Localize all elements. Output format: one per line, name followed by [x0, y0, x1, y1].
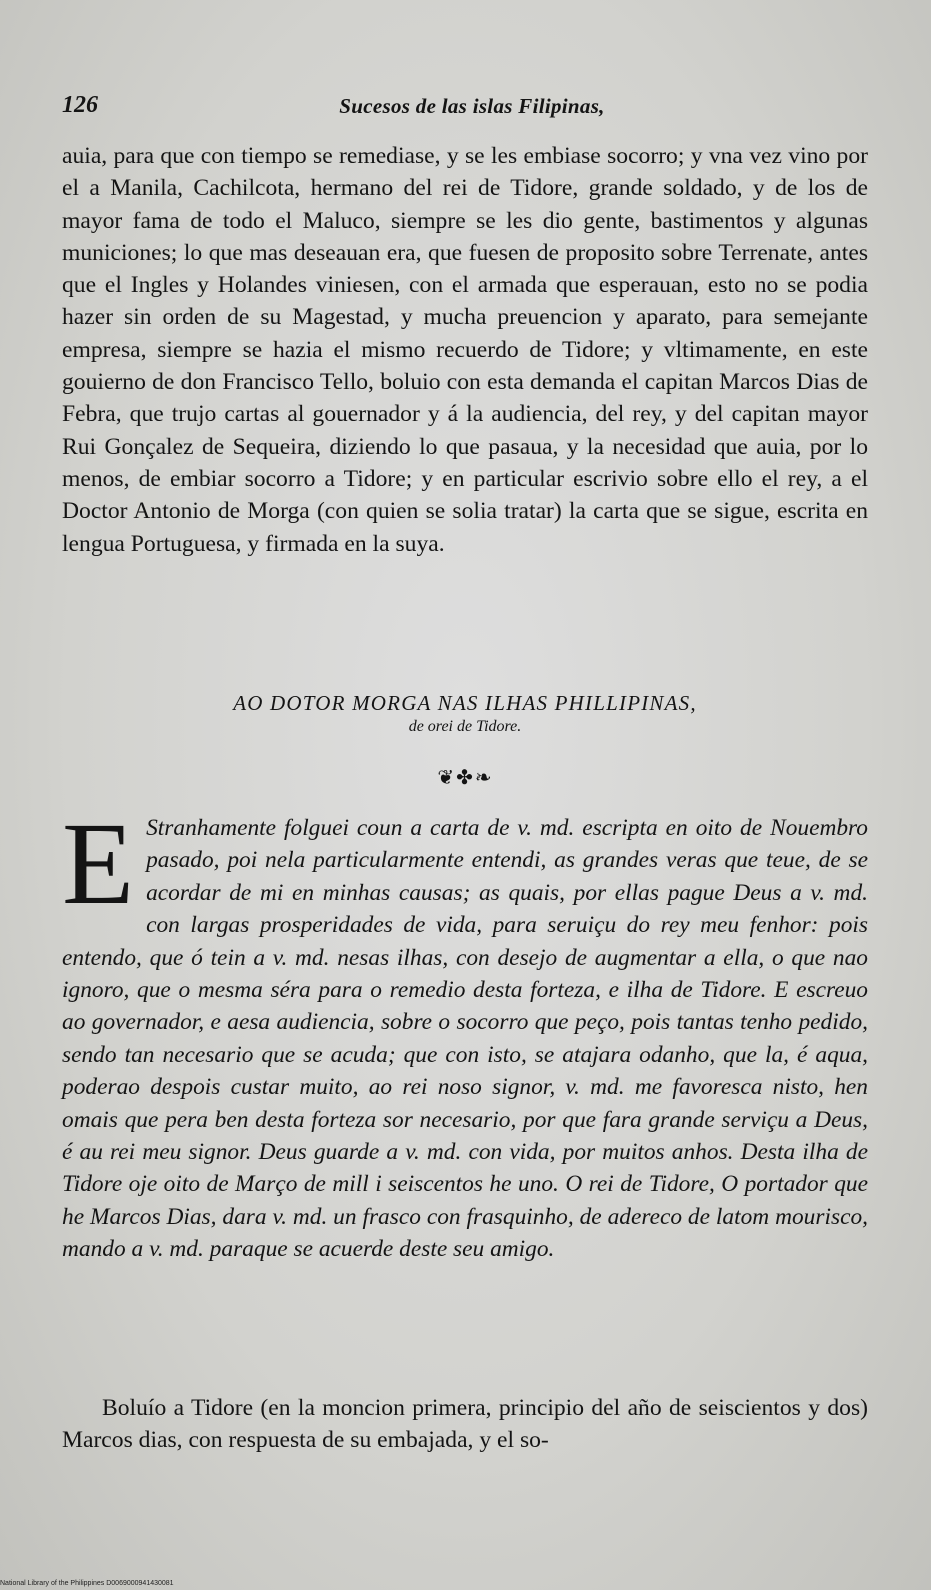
ornament-fleuron: ❦✤❧: [437, 767, 494, 789]
letter-title: AO DOTOR MORGA NAS ILHAS PHILLIPINAS,: [233, 691, 697, 715]
letter-text: Stranhamente folguei coun a carta de v. md. escripta en oito de Nouembro pasado, poi nela particularmente entendi, as grandes veras que teue, de se acordar de mi en minhas causas; as quais, por ellas pague Deus a v. md. con largas prosperidades de vida, para seruiçu do rey meu fenhor: pois entendo, que ó tein a v. md. nesas ilhas, con desejo de augmentar a ella, o que nao ignoro, que o mesma séra para o remedio desta forteza, e ilha de Tidore. E escreuo ao governador, e aesa audiencia, sobre o socorro que peço, pois tantas tenho pedido, sendo tan necesario que se acuda; que con isto, se atajara odanho, que la, é aqua, poderao despois custar muito, ao rei noso signor, v. md. me favoresca nisto, hen omais que pera ben desta forteza sor necesario, por que fara grande serviçu a Deus, é au rei meu signor. Deus guarde a v. md. con vida, por muitos anhos. Desta ilha de Tidore oje oito de Março de mill i seiscentos he uno. O rei de Tidore, O portador que he Marcos Dias, dara v. md. un frasco con frasquinho, de adereco de latom mourisco, mando a v. md. paraque se acuerde deste seu amigo.: [62, 815, 868, 1263]
letter-subtitle: de orei de Tidore.: [408, 718, 522, 735]
running-title: Sucesos de las islas Filipinas,: [339, 94, 605, 118]
letter-body: [62, 798, 868, 1266]
page-number: 126: [62, 92, 98, 118]
drop-cap: E: [62, 798, 135, 929]
library-footer: National Library of the Philippines D0069000941430081: [0, 1580, 174, 1587]
letter-heading: [62, 690, 868, 738]
running-head: [62, 92, 882, 128]
paragraph-1: auia, para que con tiempo se remediase, y se les embiase socorro; y vna vez vino por el a Manila, Cachilcota, hermano del rei de Tidore, grande soldado, y de los de mayor fama de todo el Maluco, siempre se les dio gente, bastimentos y algunas municiones; lo que mas deseauan era, que fuesen de proposito sobre Terrenate, antes que el Ingles y Holandes viniesen, con el armada que esperauan, esto no se podia hazer sin orden de su Magestad, y mucha preuencion y aparato, para semejante empresa, siempre se hazia el mismo recuerdo de Tidore; y vltimamente, en este gouierno de don Francisco Tello, boluio con esta demanda el capitan Marcos Dias de Febra, que trujo cartas al gouernador y á la audiencia, del rey, y del capitan mayor Rui Gonçalez de Sequeira, diziendo lo que pasaua, y la necesidad que auia, por lo menos, de embiar socorro a Tidore; y en particular escrivio sobre ello el rey, a el Doctor Antonio de Morga (con quien se solia tratar) la carta que se sigue, escrita en lengua Portuguesa, y firmada en la suya.: [62, 143, 868, 557]
paragraph-2: Boluío a Tidore (en la moncion primera, principio del año de seiscientos y dos) Marcos dias, con respuesta de su embajada, y el so-: [62, 1395, 868, 1454]
